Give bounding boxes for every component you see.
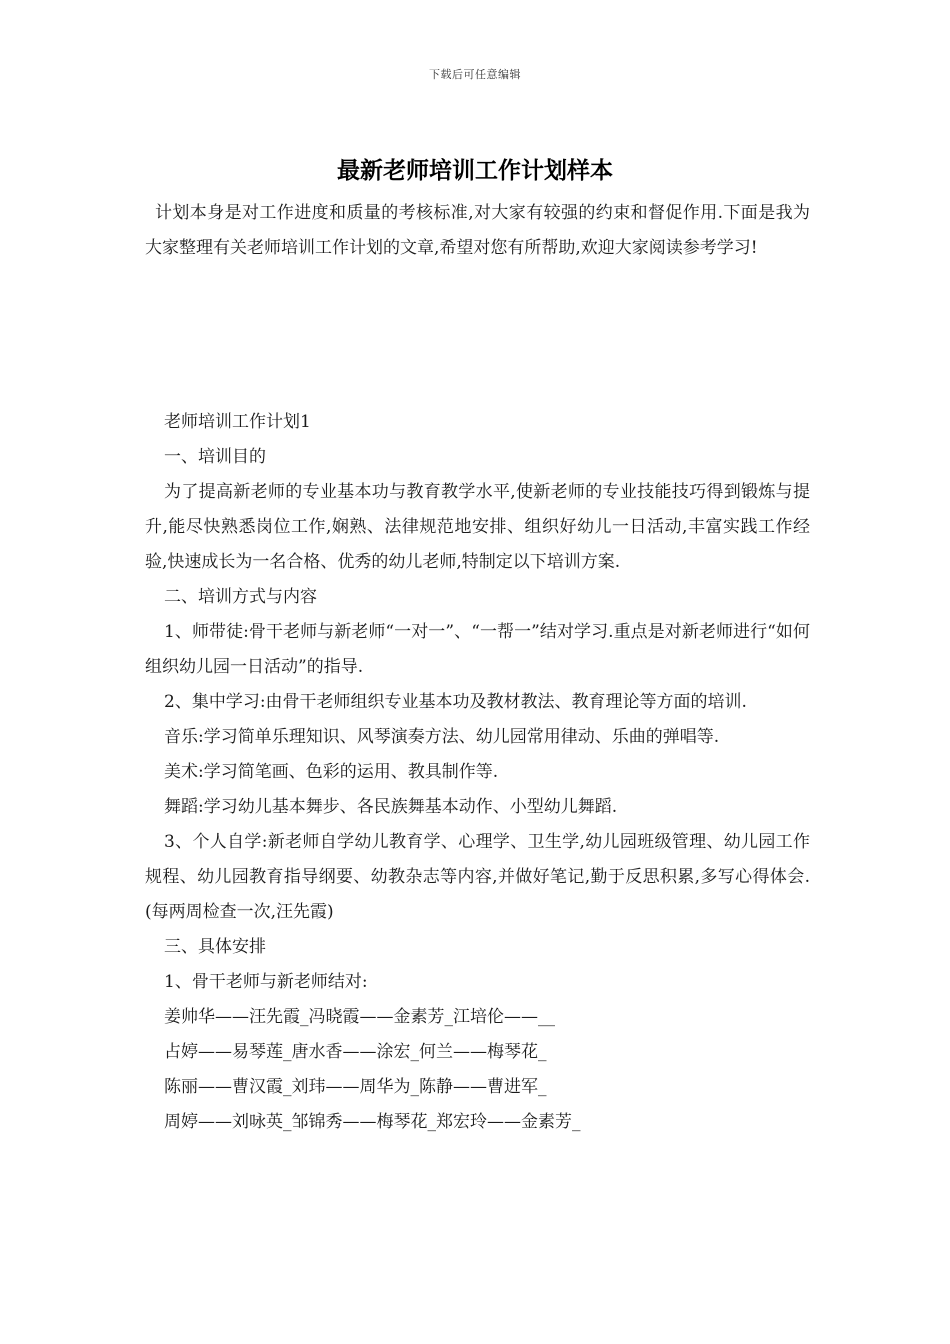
pair-line: 周婷——刘咏英_邹锦秀——梅琴花_郑宏玲——金素芳_ (164, 1112, 581, 1132)
page-header-note: 下载后可任意编辑 (429, 68, 521, 81)
paragraph-music: 音乐:学习简单乐理知识、风琴演奏方法、幼儿园常用律动、乐曲的弹唱等. (164, 727, 720, 747)
paragraph-self-study: 3、个人自学:新老师自学幼儿教育学、心理学、卫生学,幼儿园班级管理、幼儿园工作规程、幼儿园教育指导纲要、幼教杂志等内容,并做好笔记,勤于反思积累,多写心得体会.(每两周检查一次,汪先霞) (145, 832, 810, 922)
section-title: 老师培训工作计划1 (164, 412, 311, 432)
pair-line: 占婷——易琴莲_唐水香——涂宏_何兰——梅琴花_ (164, 1042, 547, 1062)
heading-arrangement: 三、具体安排 (164, 937, 266, 957)
intro-paragraph: 计划本身是对工作进度和质量的考核标准,对大家有较强的约束和督促作用.下面是我为大家整理有关老师培训工作计划的文章,希望对您有所帮助,欢迎大家阅读参考学习! (145, 203, 810, 258)
paragraph-dance: 舞蹈:学习幼儿基本舞步、各民族舞基本动作、小型幼儿舞蹈. (164, 797, 618, 817)
document-body (145, 405, 810, 1140)
paragraph-mentorship: 1、师带徒:骨干老师与新老师“一对一”、“一帮一”结对学习.重点是对新老师进行“如何组织幼儿园一日活动”的指导. (145, 622, 810, 677)
document-title: 最新老师培训工作计划样本 (337, 157, 613, 184)
paragraph-art: 美术:学习简笔画、色彩的运用、教具制作等. (164, 762, 499, 782)
paragraph-pairing-intro: 1、骨干老师与新老师结对: (164, 972, 368, 992)
paragraph-training-purpose: 为了提高新老师的专业基本功与教育教学水平,使新老师的专业技能技巧得到锻炼与提升,能尽快熟悉岗位工作,娴熟、法律规范地安排、组织好幼儿一日活动,丰富实践工作经验,快速成长为一名合格、优秀的幼儿老师,特制定以下培训方案. (145, 482, 810, 572)
pair-line: 姜帅华——汪先霞_冯晓霞——金素芳_江培伦——__ (164, 1007, 555, 1027)
heading-training-purpose: 一、培训目的 (164, 447, 266, 467)
heading-training-methods: 二、培训方式与内容 (164, 587, 317, 607)
paragraph-group-study: 2、集中学习:由骨干老师组织专业基本功及教材教法、教育理论等方面的培训. (164, 692, 747, 712)
pair-line: 陈丽——曹汉霞_刘玮——周华为_陈静——曹进军_ (164, 1077, 547, 1097)
